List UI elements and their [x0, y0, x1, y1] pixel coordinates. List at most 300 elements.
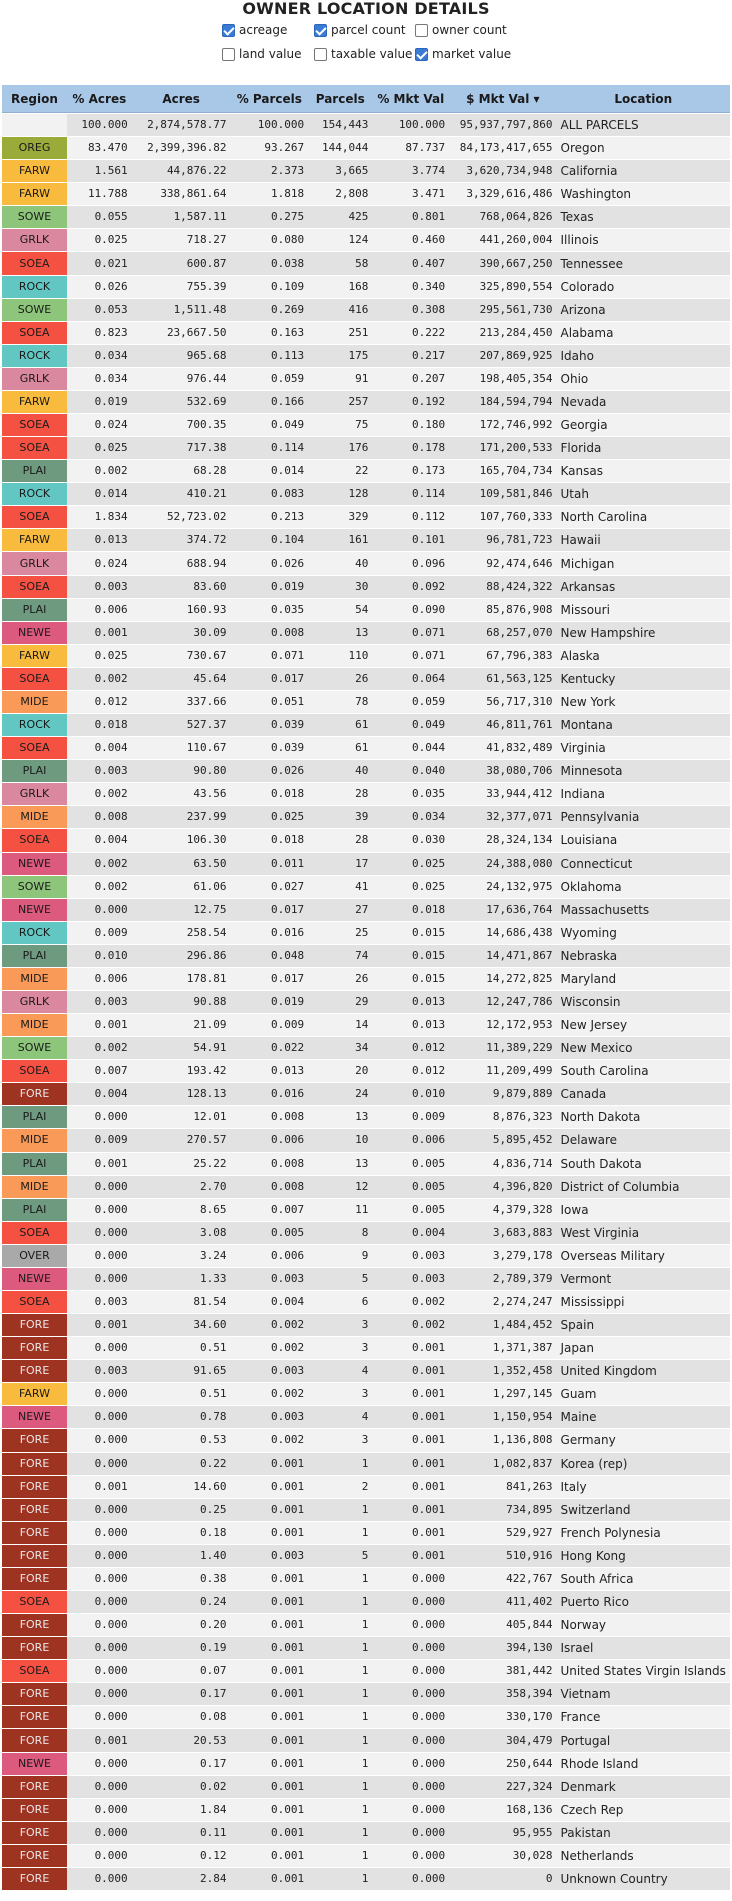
pct-mkt-val-cell: 0.001 [372, 1337, 449, 1359]
header-acres[interactable]: Acres [132, 85, 231, 113]
pct-parcels-cell: 0.001 [231, 1476, 309, 1498]
table-row[interactable] [2, 645, 730, 667]
header-pct-mkt-val[interactable]: % Mkt Val [372, 85, 449, 113]
acres-cell: 110.67 [132, 737, 231, 759]
location-cell: Germany [557, 1429, 730, 1451]
mkt-val-cell: 3,329,616,486 [449, 183, 556, 205]
pct-parcels-cell: 0.001 [231, 1522, 309, 1544]
pct-mkt-val-cell: 0.192 [372, 391, 449, 413]
mkt-val-cell: 107,760,333 [449, 506, 556, 528]
pct-acres-cell: 0.012 [67, 691, 132, 713]
acres-cell: 90.80 [132, 760, 231, 782]
region-cell: FORE [2, 1314, 67, 1336]
acres-cell: 0.22 [132, 1453, 231, 1475]
pct-acres-cell: 0.823 [67, 322, 132, 344]
option-land-value[interactable] [222, 42, 306, 66]
region-cell: SOWE [2, 206, 67, 228]
pct-acres-cell: 0.000 [67, 1176, 132, 1198]
table-row[interactable] [2, 783, 730, 805]
parcels-cell: 58 [308, 252, 372, 274]
table-row[interactable] [2, 876, 730, 898]
table-row[interactable] [2, 737, 730, 759]
table-row[interactable] [2, 968, 730, 990]
option-taxable-value[interactable] [314, 42, 413, 66]
table-row[interactable] [2, 276, 730, 298]
pct-mkt-val-cell: 0.010 [372, 1083, 449, 1105]
table-row[interactable] [2, 829, 730, 851]
acres-cell: 83.60 [132, 576, 231, 598]
location-cell: Iowa [557, 1199, 730, 1221]
region-cell: NEWE [2, 1406, 67, 1428]
pct-mkt-val-cell: 0.001 [372, 1545, 449, 1567]
location-cell: Mississippi [557, 1291, 730, 1313]
acreage-checkbox[interactable] [222, 24, 235, 37]
acres-cell: 0.51 [132, 1337, 231, 1359]
acres-cell: 0.51 [132, 1383, 231, 1405]
location-cell: France [557, 1706, 730, 1728]
table-row[interactable] [2, 1476, 730, 1498]
parcels-cell: 20 [308, 1060, 372, 1082]
mkt-val-cell: 30,028 [449, 1845, 556, 1867]
table-row[interactable] [2, 1799, 730, 1821]
table-row[interactable] [2, 529, 730, 551]
pct-acres-cell: 1.561 [67, 160, 132, 182]
table-row[interactable] [2, 899, 730, 921]
pct-parcels-cell: 0.008 [231, 1106, 309, 1128]
pct-acres-cell: 0.001 [67, 1014, 132, 1036]
parcels-cell: 61 [308, 714, 372, 736]
table-row[interactable] [2, 437, 730, 459]
acres-cell: 374.72 [132, 529, 231, 551]
table-row[interactable] [2, 1406, 730, 1428]
table-row[interactable] [2, 1545, 730, 1567]
table-row[interactable] [2, 345, 730, 367]
pct-parcels-cell: 0.002 [231, 1429, 309, 1451]
table-row[interactable] [2, 1614, 730, 1636]
region-cell: SOEA [2, 576, 67, 598]
pct-mkt-val-cell: 0.015 [372, 922, 449, 944]
table-row[interactable] [2, 1083, 730, 1105]
table-row[interactable] [2, 1706, 730, 1728]
location-cell: Norway [557, 1614, 730, 1636]
pct-parcels-cell: 0.039 [231, 737, 309, 759]
table-row[interactable] [2, 1014, 730, 1036]
region-cell: FARW [2, 529, 67, 551]
pct-mkt-val-cell: 0.180 [372, 414, 449, 436]
owner-count-checkbox[interactable] [415, 24, 428, 37]
acres-cell: 160.93 [132, 599, 231, 621]
region-cell: FARW [2, 183, 67, 205]
taxable-value-checkbox[interactable] [314, 48, 327, 61]
parcels-cell: 1 [308, 1822, 372, 1844]
pct-parcels-cell: 0.163 [231, 322, 309, 344]
pct-acres-cell: 0.055 [67, 206, 132, 228]
header-pct-acres[interactable]: % Acres [67, 85, 132, 113]
table-row[interactable] [2, 1429, 730, 1451]
table-row[interactable] [2, 1453, 730, 1475]
table-row[interactable] [2, 1845, 730, 1867]
acres-cell: 12.01 [132, 1106, 231, 1128]
pct-acres-cell: 0.000 [67, 1545, 132, 1567]
region-cell: SOWE [2, 876, 67, 898]
option-market-value[interactable] [415, 42, 512, 66]
pct-parcels-cell: 0.008 [231, 1153, 309, 1175]
mkt-val-cell: 88,424,322 [449, 576, 556, 598]
region-cell: FORE [2, 1729, 67, 1751]
pct-mkt-val-cell: 0.025 [372, 853, 449, 875]
mkt-val-cell: 227,324 [449, 1776, 556, 1798]
table-row[interactable] [2, 991, 730, 1013]
table-row[interactable] [2, 1660, 730, 1682]
parcels-cell: 3 [308, 1429, 372, 1451]
table-row[interactable] [2, 391, 730, 413]
mkt-val-cell: 1,082,837 [449, 1453, 556, 1475]
pct-mkt-val-cell: 0.025 [372, 876, 449, 898]
parcels-cell: 257 [308, 391, 372, 413]
location-cell: Italy [557, 1476, 730, 1498]
mkt-val-cell: 768,064,826 [449, 206, 556, 228]
mkt-val-cell: 3,620,734,948 [449, 160, 556, 182]
table-row[interactable] [2, 691, 730, 713]
pct-acres-cell: 0.002 [67, 783, 132, 805]
table-row[interactable] [2, 1176, 730, 1198]
header-region[interactable]: Region [2, 85, 67, 113]
location-cell: Pakistan [557, 1822, 730, 1844]
pct-parcels-cell: 0.001 [231, 1499, 309, 1521]
location-cell: Colorado [557, 276, 730, 298]
pct-acres-cell: 0.001 [67, 1729, 132, 1751]
header-mkt-val[interactable]: $ Mkt Val ▾ [449, 85, 556, 113]
mkt-val-cell: 4,379,328 [449, 1199, 556, 1221]
pct-mkt-val-cell: 0.000 [372, 1591, 449, 1613]
region-cell: SOEA [2, 829, 67, 851]
table-row[interactable] [2, 760, 730, 782]
location-cell: Wyoming [557, 922, 730, 944]
table-row[interactable] [2, 206, 730, 228]
market-value-checkbox[interactable] [415, 48, 428, 61]
parcels-cell: 11 [308, 1199, 372, 1221]
acres-cell: 1.84 [132, 1799, 231, 1821]
region-cell: SOEA [2, 1060, 67, 1082]
location-cell: Louisiana [557, 829, 730, 851]
option-parcel-count[interactable] [314, 18, 407, 42]
table-row[interactable] [2, 1637, 730, 1659]
region-cell: NEWE [2, 622, 67, 644]
mkt-val-cell: 17,636,764 [449, 899, 556, 921]
parcels-cell: 416 [308, 299, 372, 321]
pct-acres-cell: 0.002 [67, 460, 132, 482]
table-row[interactable] [2, 1337, 730, 1359]
pct-parcels-cell: 0.014 [231, 460, 309, 482]
table-row[interactable] [2, 1153, 730, 1175]
table-row[interactable] [2, 1268, 730, 1290]
table-row[interactable] [2, 1245, 730, 1267]
option-label: acreage [239, 23, 288, 37]
mkt-val-cell: 4,836,714 [449, 1153, 556, 1175]
table-row[interactable] [2, 229, 730, 251]
acres-cell: 91.65 [132, 1360, 231, 1382]
region-cell: PLAI [2, 945, 67, 967]
table-row[interactable] [2, 1522, 730, 1544]
mkt-val-cell: 405,844 [449, 1614, 556, 1636]
pct-mkt-val-cell: 0.000 [372, 1614, 449, 1636]
parcels-cell: 1 [308, 1591, 372, 1613]
pct-parcels-cell: 0.001 [231, 1729, 309, 1751]
region-cell: MIDE [2, 806, 67, 828]
table-row[interactable] [2, 1222, 730, 1244]
parcels-cell: 13 [308, 622, 372, 644]
location-cell: New Hampshire [557, 622, 730, 644]
acres-cell: 730.67 [132, 645, 231, 667]
parcels-cell: 28 [308, 783, 372, 805]
parcels-cell: 41 [308, 876, 372, 898]
option-owner-count[interactable] [415, 18, 508, 42]
parcels-cell: 425 [308, 206, 372, 228]
acres-cell: 338,861.64 [132, 183, 231, 205]
pct-mkt-val-cell: 0.040 [372, 760, 449, 782]
table-row[interactable] [2, 1314, 730, 1336]
location-cell: Wisconsin [557, 991, 730, 1013]
location-cell: French Polynesia [557, 1522, 730, 1544]
pct-mkt-val-cell: 0.001 [372, 1453, 449, 1475]
pct-mkt-val-cell: 0.096 [372, 552, 449, 574]
pct-parcels-cell: 0.001 [231, 1660, 309, 1682]
parcels-cell: 5 [308, 1268, 372, 1290]
acres-cell: 128.13 [132, 1083, 231, 1105]
mkt-val-cell: 14,471,867 [449, 945, 556, 967]
pct-mkt-val-cell: 0.044 [372, 737, 449, 759]
pct-parcels-cell: 0.001 [231, 1568, 309, 1590]
mkt-val-cell: 24,388,080 [449, 853, 556, 875]
region-cell: ROCK [2, 714, 67, 736]
location-cell: Maine [557, 1406, 730, 1428]
location-cell: Utah [557, 483, 730, 505]
acres-cell: 2,399,396.82 [132, 137, 231, 159]
pct-parcels-cell: 0.001 [231, 1776, 309, 1798]
region-cell: PLAI [2, 1153, 67, 1175]
table-row[interactable] [2, 160, 730, 182]
acres-cell: 717.38 [132, 437, 231, 459]
table-row[interactable] [2, 368, 730, 390]
mkt-val-cell: 1,297,145 [449, 1383, 556, 1405]
parcels-cell: 161 [308, 529, 372, 551]
pct-acres-cell: 0.013 [67, 529, 132, 551]
table-row[interactable] [2, 1729, 730, 1751]
parcels-cell: 5 [308, 1545, 372, 1567]
page-title: OWNER LOCATION DETAILS [242, 0, 490, 18]
pct-mkt-val-cell: 0.178 [372, 437, 449, 459]
table-row[interactable] [2, 1683, 730, 1705]
location-cell: Nebraska [557, 945, 730, 967]
location-cell: Pennsylvania [557, 806, 730, 828]
pct-mkt-val-cell: 0.000 [372, 1868, 449, 1890]
parcels-cell: 175 [308, 345, 372, 367]
pct-mkt-val-cell: 0.005 [372, 1199, 449, 1221]
table-row[interactable] [2, 1383, 730, 1405]
mkt-val-cell: 14,686,438 [449, 922, 556, 944]
table-row[interactable] [2, 1822, 730, 1844]
table-row[interactable] [2, 460, 730, 482]
table-row[interactable] [2, 1291, 730, 1313]
parcels-cell: 4 [308, 1360, 372, 1382]
location-cell: Tennessee [557, 252, 730, 274]
table-row[interactable] [2, 1360, 730, 1382]
table-row[interactable] [2, 1129, 730, 1151]
region-cell: MIDE [2, 1176, 67, 1198]
acres-cell: 12.75 [132, 899, 231, 921]
acres-cell: 45.64 [132, 668, 231, 690]
pct-parcels-cell: 0.001 [231, 1845, 309, 1867]
acres-cell: 410.21 [132, 483, 231, 505]
region-cell [2, 114, 67, 136]
table-row[interactable] [2, 483, 730, 505]
region-cell: PLAI [2, 460, 67, 482]
pct-parcels-cell: 0.109 [231, 276, 309, 298]
location-cell: Canada [557, 1083, 730, 1105]
acres-cell: 193.42 [132, 1060, 231, 1082]
pct-parcels-cell: 0.018 [231, 829, 309, 851]
table-row[interactable] [2, 1753, 730, 1775]
header-location[interactable]: Location [557, 85, 730, 113]
pct-mkt-val-cell: 0.000 [372, 1683, 449, 1705]
acres-cell: 61.06 [132, 876, 231, 898]
table-row[interactable] [2, 599, 730, 621]
header-pct-parcels[interactable]: % Parcels [231, 85, 309, 113]
pct-parcels-cell: 0.114 [231, 437, 309, 459]
table-row[interactable] [2, 922, 730, 944]
option-acreage[interactable] [222, 18, 306, 42]
pct-mkt-val-cell: 0.308 [372, 299, 449, 321]
table-row[interactable] [2, 576, 730, 598]
parcels-cell: 1 [308, 1868, 372, 1890]
pct-mkt-val-cell: 0.000 [372, 1729, 449, 1751]
mkt-val-cell: 0 [449, 1868, 556, 1890]
table-row[interactable] [2, 1106, 730, 1128]
region-cell: FORE [2, 1776, 67, 1798]
pct-parcels-cell: 0.018 [231, 783, 309, 805]
acres-cell: 44,876.22 [132, 160, 231, 182]
table-row[interactable] [2, 1568, 730, 1590]
region-cell: FORE [2, 1499, 67, 1521]
location-cell: Czech Rep [557, 1799, 730, 1821]
mkt-val-cell: 109,581,846 [449, 483, 556, 505]
table-row[interactable] [2, 714, 730, 736]
table-row[interactable] [2, 506, 730, 528]
parcels-cell: 24 [308, 1083, 372, 1105]
table-row[interactable] [2, 414, 730, 436]
pct-acres-cell: 11.788 [67, 183, 132, 205]
table-row[interactable] [2, 137, 730, 159]
location-cell: Overseas Military [557, 1245, 730, 1267]
land-value-checkbox[interactable] [222, 48, 235, 61]
pct-acres-cell: 0.021 [67, 252, 132, 274]
mkt-val-cell: 330,170 [449, 1706, 556, 1728]
acres-cell: 106.30 [132, 829, 231, 851]
mkt-val-cell: 1,136,808 [449, 1429, 556, 1451]
pct-parcels-cell: 0.051 [231, 691, 309, 713]
pct-parcels-cell: 0.008 [231, 1176, 309, 1198]
table-row[interactable] [2, 299, 730, 321]
location-cell: United States Virgin Islands [557, 1660, 730, 1682]
table-row[interactable] [2, 114, 730, 136]
pct-acres-cell: 0.000 [67, 1799, 132, 1821]
table-row[interactable] [2, 252, 730, 274]
acres-cell: 68.28 [132, 460, 231, 482]
pct-mkt-val-cell: 0.009 [372, 1106, 449, 1128]
pct-mkt-val-cell: 0.000 [372, 1637, 449, 1659]
region-cell: SOEA [2, 252, 67, 274]
region-cell: GRLK [2, 368, 67, 390]
location-cell: Unknown Country [557, 1868, 730, 1890]
mkt-val-cell: 394,130 [449, 1637, 556, 1659]
pct-parcels-cell: 0.013 [231, 1060, 309, 1082]
parcel-count-checkbox[interactable] [314, 24, 327, 37]
region-cell: FORE [2, 1360, 67, 1382]
pct-acres-cell: 0.000 [67, 1637, 132, 1659]
table-row[interactable] [2, 1499, 730, 1521]
table-row[interactable] [2, 622, 730, 644]
parcels-cell: 3,665 [308, 160, 372, 182]
pct-acres-cell: 0.003 [67, 760, 132, 782]
table-row[interactable] [2, 1060, 730, 1082]
region-cell: FORE [2, 1822, 67, 1844]
mkt-val-cell: 325,890,554 [449, 276, 556, 298]
pct-mkt-val-cell: 0.012 [372, 1037, 449, 1059]
parcels-cell: 8 [308, 1222, 372, 1244]
region-cell: SOEA [2, 1222, 67, 1244]
pct-parcels-cell: 0.026 [231, 760, 309, 782]
mkt-val-cell: 9,879,889 [449, 1083, 556, 1105]
table-row[interactable] [2, 668, 730, 690]
table-row[interactable] [2, 853, 730, 875]
table-row[interactable] [2, 945, 730, 967]
acres-cell: 0.07 [132, 1660, 231, 1682]
location-cell: Hong Kong [557, 1545, 730, 1567]
pct-mkt-val-cell: 0.002 [372, 1314, 449, 1336]
parcels-cell: 1 [308, 1453, 372, 1475]
region-cell: SOEA [2, 1591, 67, 1613]
parcels-cell: 13 [308, 1106, 372, 1128]
table-row[interactable] [2, 1591, 730, 1613]
table-row[interactable] [2, 806, 730, 828]
table-row[interactable] [2, 1776, 730, 1798]
table-row[interactable] [2, 1199, 730, 1221]
region-cell: FORE [2, 1683, 67, 1705]
acres-cell: 0.11 [132, 1822, 231, 1844]
pct-acres-cell: 0.002 [67, 1037, 132, 1059]
pct-parcels-cell: 0.059 [231, 368, 309, 390]
pct-mkt-val-cell: 0.000 [372, 1706, 449, 1728]
pct-mkt-val-cell: 0.207 [372, 368, 449, 390]
table-row[interactable] [2, 322, 730, 344]
pct-parcels-cell: 0.016 [231, 922, 309, 944]
acres-cell: 296.86 [132, 945, 231, 967]
table-row[interactable] [2, 183, 730, 205]
pct-parcels-cell: 2.373 [231, 160, 309, 182]
acres-cell: 1,511.48 [132, 299, 231, 321]
pct-mkt-val-cell: 0.114 [372, 483, 449, 505]
pct-parcels-cell: 93.267 [231, 137, 309, 159]
header-parcels[interactable]: Parcels [308, 85, 372, 113]
table-row[interactable] [2, 1037, 730, 1059]
parcels-cell: 9 [308, 1245, 372, 1267]
pct-acres-cell: 0.024 [67, 414, 132, 436]
parcels-cell: 54 [308, 599, 372, 621]
table-row[interactable] [2, 1868, 730, 1890]
region-cell: PLAI [2, 760, 67, 782]
table-row[interactable] [2, 552, 730, 574]
parcels-cell: 74 [308, 945, 372, 967]
